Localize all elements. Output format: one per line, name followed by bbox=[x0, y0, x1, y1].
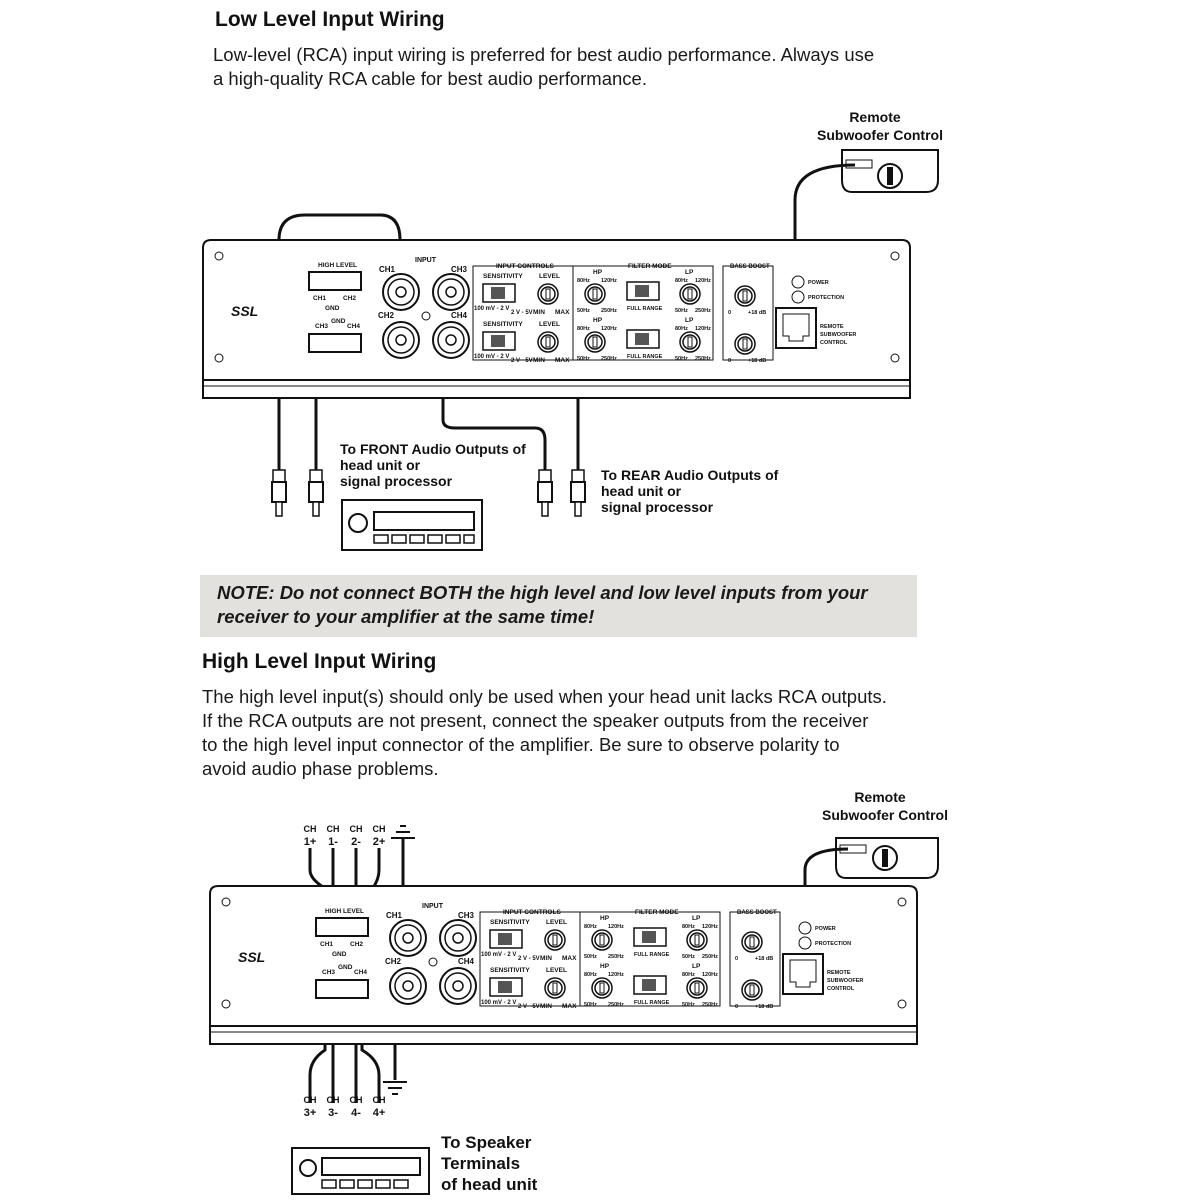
freq-label: 250Hz bbox=[608, 954, 624, 960]
gnd-label: GND bbox=[332, 951, 347, 958]
text-line: avoid audio phase problems. bbox=[202, 758, 439, 779]
ch2-label: CH2 bbox=[343, 295, 357, 302]
hp-knob[interactable] bbox=[592, 930, 612, 950]
freq-label: 50Hz bbox=[577, 356, 590, 362]
ground-symbol-bottom bbox=[383, 1082, 407, 1094]
hp-label: HP bbox=[600, 915, 610, 922]
freq-label: 120Hz bbox=[695, 326, 711, 332]
remote-label: CONTROL bbox=[827, 986, 855, 992]
sensitivity-label: SENSITIVITY bbox=[483, 321, 523, 328]
sens-low-label: 100 mV - 2 V bbox=[474, 306, 510, 312]
level-knob[interactable] bbox=[545, 930, 565, 950]
wire-label-top: CH bbox=[349, 824, 363, 834]
wire-label-top: 1- bbox=[328, 836, 338, 848]
gnd-label: GND bbox=[331, 318, 346, 325]
ch1-label: CH1 bbox=[320, 941, 334, 948]
max-label: MAX bbox=[562, 1003, 577, 1010]
speaker-label: Terminals bbox=[441, 1154, 521, 1173]
filter-mode-label: FILTER MODE bbox=[635, 909, 679, 916]
boost-min-label: 0 bbox=[735, 1004, 739, 1010]
rca-plug bbox=[571, 470, 585, 516]
sens-high-label: 2 V - 5V bbox=[518, 956, 540, 962]
lp-label: LP bbox=[685, 317, 694, 324]
lp-knob[interactable] bbox=[680, 284, 700, 304]
level-label: LEVEL bbox=[546, 967, 567, 974]
boost-max-label: +18 dB bbox=[755, 956, 774, 962]
filter-mode-switch[interactable] bbox=[634, 928, 666, 946]
level-label: LEVEL bbox=[546, 919, 567, 926]
screw-icon bbox=[898, 1000, 906, 1008]
screw-icon bbox=[898, 898, 906, 906]
text-line: If the RCA outputs are not present, connect the speaker outputs from the receiver bbox=[202, 710, 869, 731]
freq-label: 50Hz bbox=[675, 356, 688, 362]
input-label: INPUT bbox=[422, 903, 443, 910]
freq-label: 120Hz bbox=[608, 924, 624, 930]
screw-icon bbox=[222, 898, 230, 906]
max-label: MAX bbox=[555, 357, 570, 364]
remote-port[interactable] bbox=[776, 308, 816, 348]
freq-label: 50Hz bbox=[682, 1002, 695, 1008]
input-controls-label: INPUT CONTROLS bbox=[503, 909, 561, 916]
speaker-label: of head unit bbox=[441, 1175, 538, 1194]
freq-label: 80Hz bbox=[584, 972, 597, 978]
brand-logo: SSL bbox=[238, 949, 266, 965]
min-label: MIN bbox=[540, 1003, 552, 1010]
heatsink-base bbox=[203, 380, 910, 398]
input-controls-label: INPUT CONTROLS bbox=[496, 263, 554, 270]
max-label: MAX bbox=[555, 309, 570, 316]
ch4-label: CH4 bbox=[354, 969, 368, 976]
ch3-label: CH3 bbox=[458, 911, 475, 920]
freq-label: 80Hz bbox=[584, 924, 597, 930]
freq-label: 120Hz bbox=[702, 972, 718, 978]
level-knob[interactable] bbox=[538, 332, 558, 352]
wire-label-bottom: CH bbox=[303, 1095, 317, 1105]
heatsink-base bbox=[210, 1026, 917, 1044]
full-range-label: FULL RANGE bbox=[634, 952, 670, 958]
protection-led bbox=[799, 937, 811, 949]
wire-label-bottom: CH bbox=[349, 1095, 363, 1105]
freq-label: 120Hz bbox=[601, 326, 617, 332]
head-unit-2 bbox=[292, 1148, 429, 1194]
level-label: LEVEL bbox=[539, 321, 560, 328]
min-label: MIN bbox=[533, 309, 545, 316]
freq-label: 50Hz bbox=[577, 308, 590, 314]
sens-high-label: 2 V - 5V bbox=[511, 310, 533, 316]
ch2-label: CH2 bbox=[385, 957, 402, 966]
filter-mode-label: FILTER MODE bbox=[628, 263, 672, 270]
sens-high-label: 2 V - 5V bbox=[511, 358, 533, 364]
power-led bbox=[799, 922, 811, 934]
wire-label-top: CH bbox=[372, 824, 386, 834]
remote-label: Subwoofer Control bbox=[817, 127, 943, 143]
wire-label-bottom: CH bbox=[372, 1095, 386, 1105]
freq-label: 80Hz bbox=[675, 278, 688, 284]
sensitivity-label: SENSITIVITY bbox=[490, 967, 530, 974]
sensitivity-label: SENSITIVITY bbox=[490, 919, 530, 926]
full-range-label: FULL RANGE bbox=[627, 354, 663, 360]
boost-min-label: 0 bbox=[728, 310, 732, 316]
boost-max-label: +18 dB bbox=[748, 358, 767, 364]
screw-icon bbox=[429, 958, 437, 966]
full-range-label: FULL RANGE bbox=[627, 306, 663, 312]
power-led bbox=[792, 276, 804, 288]
hp-label: HP bbox=[600, 963, 610, 970]
input-label: INPUT bbox=[415, 257, 436, 264]
rear-label: signal processor bbox=[601, 499, 714, 515]
freq-label: 80Hz bbox=[577, 326, 590, 332]
hp-label: HP bbox=[593, 317, 603, 324]
freq-label: 250Hz bbox=[601, 308, 617, 314]
freq-label: 120Hz bbox=[695, 278, 711, 284]
boost-min-label: 0 bbox=[735, 956, 739, 962]
sens-high-label: 2 V - 5V bbox=[518, 1004, 540, 1010]
remote-label: Subwoofer Control bbox=[822, 807, 948, 823]
freq-label: 250Hz bbox=[608, 1002, 624, 1008]
bass-boost-label: BASS BOOST bbox=[730, 264, 770, 270]
lp-knob[interactable] bbox=[680, 332, 700, 352]
high-level-connector-1[interactable] bbox=[309, 272, 361, 290]
remote-label: CONTROL bbox=[820, 340, 848, 346]
wire-label-top: 2+ bbox=[372, 836, 386, 848]
protection-led bbox=[792, 291, 804, 303]
remote-label: REMOTE bbox=[820, 324, 844, 330]
rca-plug bbox=[272, 470, 286, 516]
screw-icon bbox=[891, 252, 899, 260]
ch1-label: CH1 bbox=[313, 295, 327, 302]
rca-plug bbox=[309, 470, 323, 516]
front-label: signal processor bbox=[340, 473, 453, 489]
remote-port[interactable] bbox=[783, 954, 823, 994]
min-label: MIN bbox=[533, 357, 545, 364]
wire-label-top: 1+ bbox=[303, 836, 317, 848]
freq-label: 80Hz bbox=[577, 278, 590, 284]
sensitivity-label: SENSITIVITY bbox=[483, 273, 523, 280]
freq-label: 250Hz bbox=[695, 308, 711, 314]
ch4-label: CH4 bbox=[451, 311, 468, 320]
rear-label: head unit or bbox=[601, 483, 682, 499]
sensitivity-switch[interactable] bbox=[483, 284, 515, 302]
brand-logo: SSL bbox=[231, 303, 259, 319]
freq-label: 250Hz bbox=[695, 356, 711, 362]
screw-icon bbox=[891, 354, 899, 362]
rca-jack-ch3[interactable] bbox=[433, 274, 469, 310]
screw-icon bbox=[222, 1000, 230, 1008]
freq-label: 120Hz bbox=[702, 924, 718, 930]
sensitivity-switch[interactable] bbox=[483, 332, 515, 350]
freq-label: 80Hz bbox=[682, 972, 695, 978]
text-line: The high level input(s) should only be used when your head unit lacks RCA outputs. bbox=[202, 686, 887, 707]
hp-knob[interactable] bbox=[585, 284, 605, 304]
speaker-label: To Speaker bbox=[441, 1133, 532, 1152]
sensitivity-switch[interactable] bbox=[490, 930, 522, 948]
high-level-connector-1[interactable] bbox=[316, 918, 368, 936]
bass-boost-knob[interactable] bbox=[742, 980, 762, 1000]
ch3-label: CH3 bbox=[315, 323, 329, 330]
freq-label: 250Hz bbox=[702, 1002, 718, 1008]
full-range-label: FULL RANGE bbox=[634, 1000, 670, 1006]
gnd-label: GND bbox=[325, 305, 340, 312]
wire-label-top: CH bbox=[326, 824, 340, 834]
rca-jack-ch3[interactable] bbox=[440, 920, 476, 956]
lp-label: LP bbox=[685, 269, 694, 276]
high-level-connector-2[interactable] bbox=[316, 980, 368, 998]
ground-symbol-top bbox=[391, 826, 415, 838]
hp-knob[interactable] bbox=[585, 332, 605, 352]
protection-label: PROTECTION bbox=[815, 941, 852, 947]
screw-icon bbox=[422, 312, 430, 320]
ch2-label: CH2 bbox=[350, 941, 364, 948]
lp-knob[interactable] bbox=[687, 978, 707, 998]
high-level-connector-2[interactable] bbox=[309, 334, 361, 352]
level-knob[interactable] bbox=[545, 978, 565, 998]
sens-low-label: 100 mV - 2 V bbox=[481, 1000, 517, 1006]
amplifier-panel-2 bbox=[210, 886, 917, 1044]
filter-mode-switch[interactable] bbox=[627, 282, 659, 300]
filter-mode-switch[interactable] bbox=[627, 330, 659, 348]
bass-boost-knob[interactable] bbox=[735, 334, 755, 354]
rca-jack-ch4[interactable] bbox=[433, 322, 469, 358]
boost-min-label: 0 bbox=[728, 358, 732, 364]
remote-label: Remote bbox=[849, 109, 901, 125]
wire-label-bottom: 4+ bbox=[372, 1107, 386, 1119]
remote-label: SUBWOOFER bbox=[827, 978, 864, 984]
text-line: to the high level input connector of the amplifier. Be sure to observe polarity to bbox=[202, 734, 840, 755]
wire-label-bottom: CH bbox=[326, 1095, 340, 1105]
freq-label: 250Hz bbox=[601, 356, 617, 362]
lp-knob[interactable] bbox=[687, 930, 707, 950]
rca-jack-ch2[interactable] bbox=[383, 322, 419, 358]
rca-jack-ch4[interactable] bbox=[440, 968, 476, 1004]
ch1-label: CH1 bbox=[386, 911, 403, 920]
ch3-label: CH3 bbox=[322, 969, 336, 976]
note-line: receiver to your amplifier at the same time! bbox=[217, 606, 595, 627]
low-level-title: Low Level Input Wiring bbox=[215, 8, 445, 31]
high-level-label: HIGH LEVEL bbox=[325, 908, 365, 915]
filter-mode-switch[interactable] bbox=[634, 976, 666, 994]
boost-max-label: +18 dB bbox=[748, 310, 767, 316]
bass-boost-label: BASS BOOST bbox=[737, 910, 777, 916]
level-knob[interactable] bbox=[538, 284, 558, 304]
front-label: To FRONT Audio Outputs of bbox=[340, 441, 526, 457]
level-label: LEVEL bbox=[539, 273, 560, 280]
hp-label: HP bbox=[593, 269, 603, 276]
text-line: Low-level (RCA) input wiring is preferred for best audio performance. Always use bbox=[213, 44, 875, 65]
remote-control-2 bbox=[836, 838, 938, 878]
ch4-label: CH4 bbox=[458, 957, 475, 966]
sensitivity-switch[interactable] bbox=[490, 978, 522, 996]
rca-jack-ch1[interactable] bbox=[390, 920, 426, 956]
sens-low-label: 100 mV - 2 V bbox=[474, 354, 510, 360]
ch2-label: CH2 bbox=[378, 311, 395, 320]
freq-label: 120Hz bbox=[608, 972, 624, 978]
lp-label: LP bbox=[692, 915, 701, 922]
wire-label-bottom: 4- bbox=[351, 1107, 361, 1119]
lp-label: LP bbox=[692, 963, 701, 970]
rca-jack-ch2[interactable] bbox=[390, 968, 426, 1004]
rca-jack-ch1[interactable] bbox=[383, 274, 419, 310]
power-label: POWER bbox=[808, 280, 829, 286]
ch4-label: CH4 bbox=[347, 323, 361, 330]
remote-label: Remote bbox=[854, 789, 906, 805]
high-level-title: High Level Input Wiring bbox=[202, 650, 437, 673]
screw-icon bbox=[215, 354, 223, 362]
bass-boost-knob[interactable] bbox=[735, 286, 755, 306]
power-label: POWER bbox=[815, 926, 836, 932]
ch3-label: CH3 bbox=[451, 265, 468, 274]
max-label: MAX bbox=[562, 955, 577, 962]
wire-label-bottom: 3- bbox=[328, 1107, 338, 1119]
front-label: head unit or bbox=[340, 457, 421, 473]
rca-plug bbox=[538, 470, 552, 516]
freq-label: 120Hz bbox=[601, 278, 617, 284]
hp-knob[interactable] bbox=[592, 978, 612, 998]
freq-label: 80Hz bbox=[682, 924, 695, 930]
freq-label: 50Hz bbox=[682, 954, 695, 960]
remote-label: REMOTE bbox=[827, 970, 851, 976]
bass-boost-knob[interactable] bbox=[742, 932, 762, 952]
freq-label: 80Hz bbox=[675, 326, 688, 332]
screw-icon bbox=[215, 252, 223, 260]
min-label: MIN bbox=[540, 955, 552, 962]
wire-label-top: CH bbox=[303, 824, 317, 834]
remote-label: SUBWOOFER bbox=[820, 332, 857, 338]
text-line: a high-quality RCA cable for best audio performance. bbox=[213, 68, 647, 89]
high-level-label: HIGH LEVEL bbox=[318, 262, 358, 269]
protection-label: PROTECTION bbox=[808, 295, 845, 301]
wire-label-top: 2- bbox=[351, 836, 361, 848]
ch1-label: CH1 bbox=[379, 265, 396, 274]
gnd-label: GND bbox=[338, 964, 353, 971]
amplifier-panel-1 bbox=[203, 240, 910, 398]
freq-label: 50Hz bbox=[675, 308, 688, 314]
boost-max-label: +18 dB bbox=[755, 1004, 774, 1010]
rear-label: To REAR Audio Outputs of bbox=[601, 467, 779, 483]
wire-label-bottom: 3+ bbox=[303, 1107, 317, 1119]
head-unit-1 bbox=[342, 500, 482, 550]
sens-low-label: 100 mV - 2 V bbox=[481, 952, 517, 958]
freq-label: 50Hz bbox=[584, 1002, 597, 1008]
note-line: NOTE: Do not connect BOTH the high level and low level inputs from your bbox=[217, 582, 868, 603]
remote-control-1 bbox=[842, 150, 938, 192]
freq-label: 250Hz bbox=[702, 954, 718, 960]
freq-label: 50Hz bbox=[584, 954, 597, 960]
